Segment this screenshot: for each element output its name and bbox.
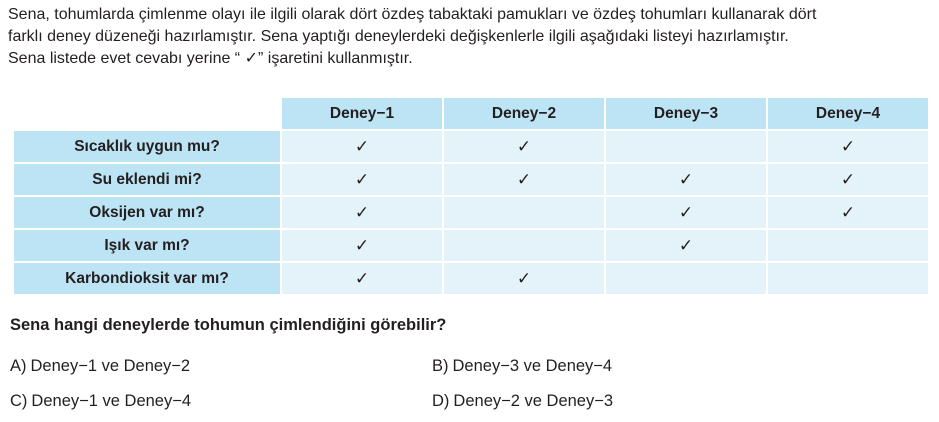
experiment-table — [12, 96, 930, 296]
check-cell — [606, 131, 766, 162]
table-row — [14, 230, 928, 261]
question-stem — [8, 4, 932, 70]
check-cell: ✓ — [606, 164, 766, 195]
check-cell: ✓ — [282, 263, 442, 294]
option-letter: C) — [10, 392, 28, 410]
answer-option-c[interactable] — [10, 392, 191, 411]
check-cell — [444, 230, 604, 261]
table-corner — [14, 98, 280, 129]
row-header-carbon-dioxide: Karbondioksit var mı? — [14, 263, 280, 294]
check-cell — [768, 230, 928, 261]
option-text: Deney−1 ve Deney−2 — [30, 357, 191, 375]
check-cell: ✓ — [768, 131, 928, 162]
check-cell: ✓ — [444, 131, 604, 162]
stem-line-2: farklı deney düzeneği hazırlamıştır. Sena yaptığı deneylerdeki değişkenlerle ilgili aşağıdaki listeyi hazırlamıştır. — [8, 28, 789, 45]
check-cell: ✓ — [768, 197, 928, 228]
row-header-water: Su eklendi mi? — [14, 164, 280, 195]
answer-option-b[interactable] — [432, 357, 612, 376]
row-header-temperature: Sıcaklık uygun mu? — [14, 131, 280, 162]
check-cell: ✓ — [444, 164, 604, 195]
table-row — [14, 197, 928, 228]
check-cell: ✓ — [768, 164, 928, 195]
check-cell: ✓ — [606, 230, 766, 261]
check-cell — [768, 263, 928, 294]
option-letter: A) — [10, 357, 27, 375]
answer-option-a[interactable] — [10, 357, 190, 376]
stem-line-1: Sena, tohumlarda çimlenme olayı ile ilgili olarak dört özdeş tabaktaki pamukları ve özdeş tohumları kullanarak dört — [8, 6, 817, 23]
check-cell: ✓ — [282, 197, 442, 228]
option-text: Deney−3 ve Deney−4 — [452, 357, 613, 375]
column-header-deney-3: Deney−3 — [606, 98, 766, 129]
stem-line-3: Sena listede evet cevabı yerine “ ✓” işaretini kullanmıştır. — [8, 50, 413, 67]
option-letter: B) — [432, 357, 449, 375]
check-cell: ✓ — [282, 230, 442, 261]
check-cell — [444, 197, 604, 228]
row-header-oxygen: Oksijen var mı? — [14, 197, 280, 228]
column-header-deney-2: Deney−2 — [444, 98, 604, 129]
column-header-deney-4: Deney−4 — [768, 98, 928, 129]
check-cell: ✓ — [444, 263, 604, 294]
check-cell — [606, 263, 766, 294]
table-row — [14, 164, 928, 195]
question-text: Sena hangi deneylerde tohumun çimlendiğini görebilir? — [10, 316, 447, 334]
row-header-light: Işık var mı? — [14, 230, 280, 261]
table-row — [14, 263, 928, 294]
option-text: Deney−2 ve Deney−3 — [453, 392, 614, 410]
check-cell: ✓ — [606, 197, 766, 228]
check-cell: ✓ — [282, 131, 442, 162]
column-header-deney-1: Deney−1 — [282, 98, 442, 129]
option-letter: D) — [432, 392, 450, 410]
table-row — [14, 131, 928, 162]
check-cell: ✓ — [282, 164, 442, 195]
table-header-row — [14, 98, 928, 129]
option-text: Deney−1 ve Deney−4 — [31, 392, 192, 410]
answer-option-d[interactable] — [432, 392, 613, 411]
